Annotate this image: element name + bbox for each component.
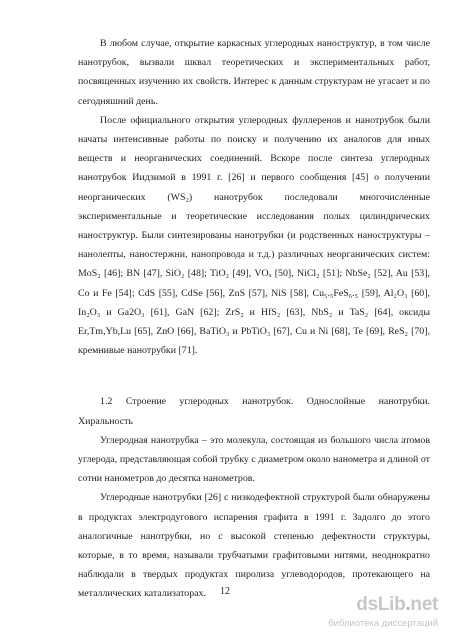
watermark-subtitle: библиотека диссертаций	[328, 618, 438, 629]
section-heading: 1.2 Строение углеродных нанотрубок. Однослойные нанотрубки. Хиральность	[78, 396, 430, 427]
page-number: 12	[220, 586, 230, 597]
document-body	[78, 34, 430, 604]
paragraph-inorganic-nanotubes: После официального открытия углеродных фуллеренов и нанотрубок были начаты интенсивные работы по поиску и получению их аналогов для иных веществ и неорганических соединений. Вскоре после синтеза углеродных нанотрубок Иидзимой в 1991 г. [26] и первого сообщения [45] о получении неорганических (WS₂) нанотрубок последовали многочисленные экспериментальные и теоретические исследования полых цилиндрических наноструктур. Были синтезированы нанотрубки (и родственных наноструктуры – нанолепты, наностержни, нанопровода и т.д.) различных неорганических систем: MoS₂ [46]; BN [47], SiO₂ [48]; TiO₂ [49], VOₓ [50], NiCl₂ [51]; NbSe₂ [52], Au [53], Co и Fe [54]; CdS [55], CdSe [56], ZnS [57], NiS [58], Cu₅.₅FeS₆.₅ [59], Al₂O₃ [60], In₂O₃ и Ga2O₃ [61], GaN [62]; ZrS₂ и HfS₂ [63], NbS₂ и TaS₂ [64], оксиды Er,Tm,Yb,Lu [65], ZnO [66], BaTiO₃ и PbTiO₃ [67], Cu и Ni [68], Te [69], ReS₂ [70], кремнивые нанотрубки [71].	[78, 114, 430, 357]
watermark-brand: dsLib.net	[356, 594, 438, 615]
paragraph-intro: В любом случае, открытие каркасных углеродных наноструктур, в том числе нанотрубок, вызвали шквал теоретических и экспериментальных работ, посвященных изучению их свойств. Интерес к данным структурам не угасает и по сегодняшний день.	[78, 38, 430, 107]
paragraph-nanotube-definition: Углеродная нанотрубка – это молекула, состоящая из большого числа атомов углерода, представляющая собой трубку с диаметром около нанометра и длиной от сотни нанометров до десятка нанометров.	[78, 434, 430, 485]
paragraph-nanotube-history: Углеродные нанотрубки [26] с низкодефектной структурой были обнаружены в продуктах электродугового испарения графита в 1991 г. Задолго до этого аналогичные нанотрубки, но с высокой степенью дефектности структуры, которые, в то время, называли трубчатыми графитовыми нитями, неоднократно наблюдали в твердых продуктах пиролиза углеводородов, протекающего на металлических катализаторах.	[78, 492, 430, 600]
watermark-logo	[322, 594, 442, 634]
